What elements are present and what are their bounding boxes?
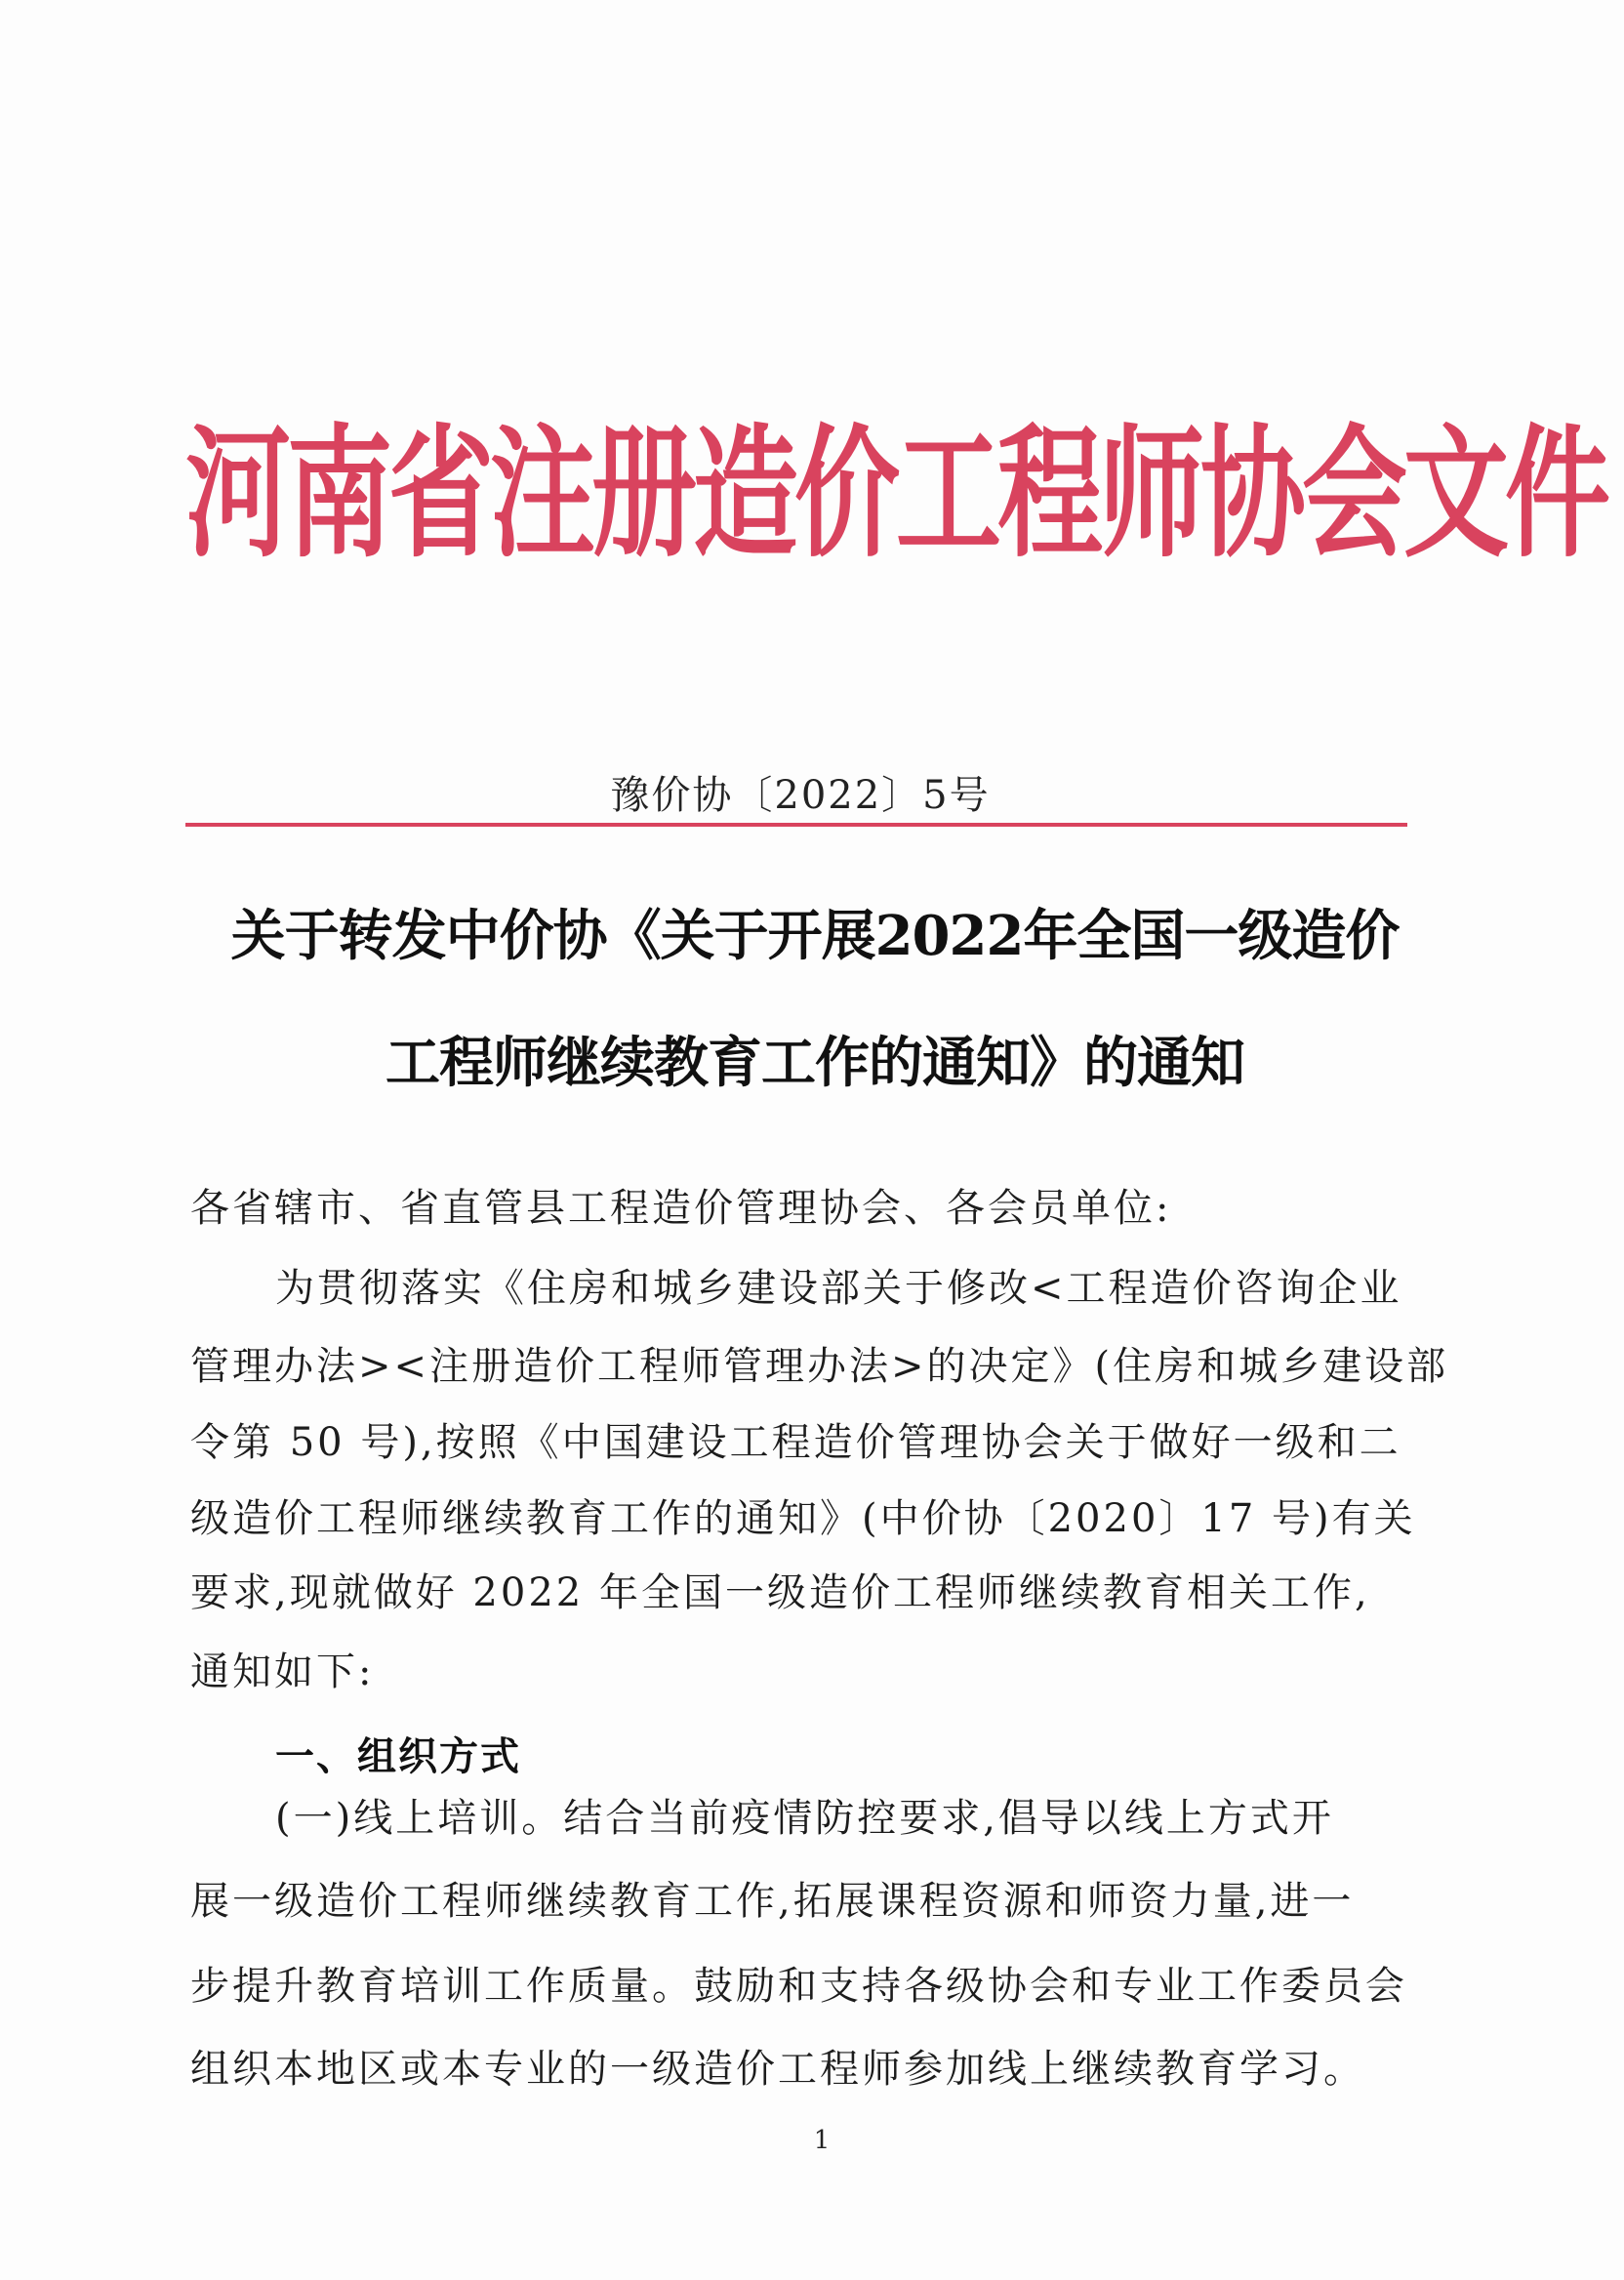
paragraph-1-line: 级造价工程师继续教育工作的通知》(中价协〔2020〕17 号)有关 — [190, 1496, 1416, 1541]
paragraph-1-line: 通知如下: — [190, 1649, 375, 1694]
organization-letterhead: 河南省注册造价工程师协会文件 — [185, 412, 1607, 578]
paragraph-2-line: 组织本地区或本专业的一级造价工程师参加线上继续教育学习。 — [190, 2047, 1365, 2092]
paragraph-2-line: (一)线上培训。结合当前疫情防控要求,倡导以线上方式开 — [275, 1796, 1334, 1841]
salutation: 各省辖市、省直管县工程造价管理协会、各会员单位: — [190, 1186, 1172, 1231]
document-title-line-1: 关于转发中价协《关于开展2022年全国一级造价 — [230, 904, 1400, 968]
section-heading: 一、组织方式 — [275, 1734, 521, 1779]
page-number: 1 — [813, 2126, 831, 2155]
paragraph-2-line: 展一级造价工程师继续教育工作,拓展课程资源和师资力量,进一 — [190, 1879, 1355, 1924]
paragraph-1-line: 为贯彻落实《住房和城乡建设部关于修改<工程造价咨询企业 — [275, 1266, 1402, 1311]
document-title-line-2: 工程师继续教育工作的通知》的通知 — [386, 1031, 1244, 1095]
paragraph-1-line: 令第 50 号),按照《中国建设工程造价管理协会关于做好一级和二 — [190, 1420, 1401, 1465]
document-number: 豫价协〔2022〕5号 — [610, 773, 991, 818]
red-divider-line — [185, 823, 1407, 827]
paragraph-2-line: 步提升教育培训工作质量。鼓励和支持各级协会和专业工作委员会 — [190, 1964, 1407, 2009]
paragraph-1-line: 管理办法><注册造价工程师管理办法>的决定》(住房和城乡建设部 — [190, 1344, 1449, 1389]
paragraph-1-line: 要求,现就做好 2022 年全国一级造价工程师继续教育相关工作, — [190, 1570, 1370, 1615]
